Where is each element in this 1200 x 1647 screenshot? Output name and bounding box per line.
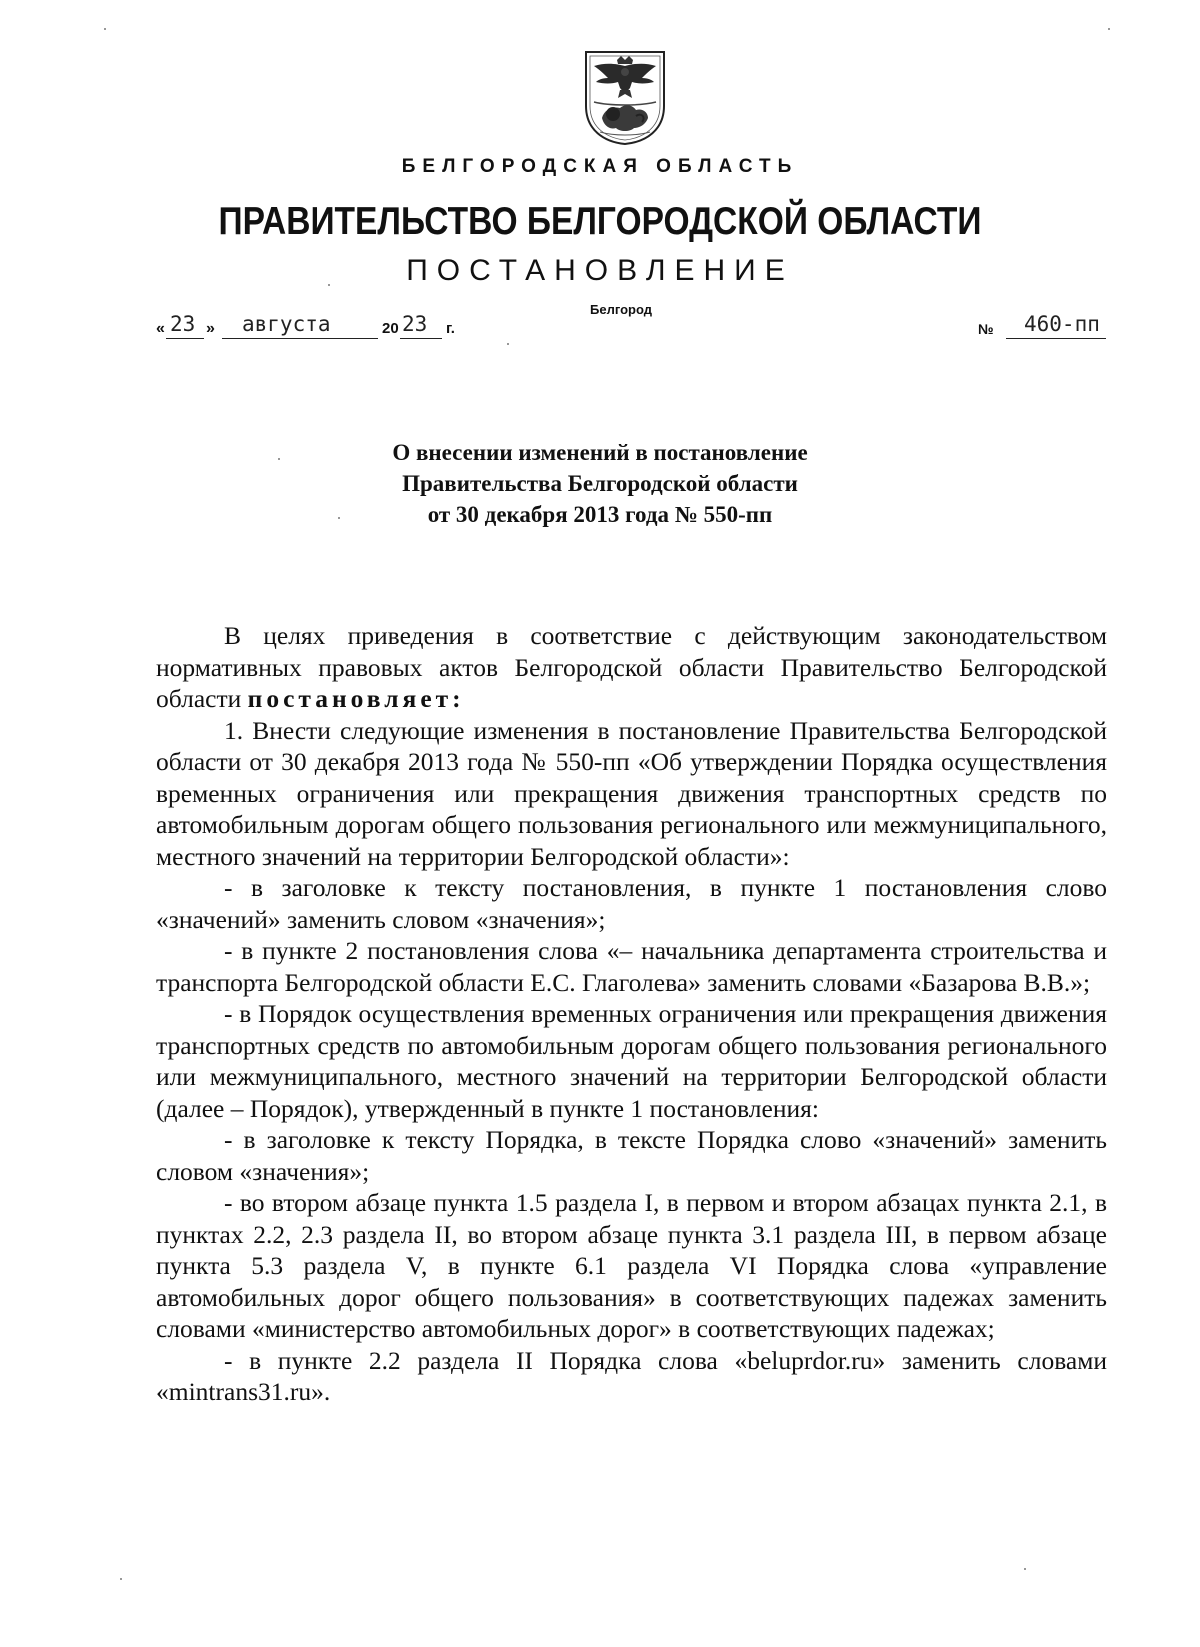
date-day: 23 [170,312,196,336]
date-day-underline [166,338,204,339]
scan-speck [120,1578,122,1580]
document-type-heading: ПОСТАНОВЛЕНИЕ [406,254,794,287]
scan-speck [104,28,106,30]
preamble-paragraph [156,620,1107,715]
body-paragraph: - в пункте 2.2 раздела II Порядка слова «beluprdor.ru» заменить словами «mintrans31.ru». [156,1345,1107,1406]
decree-word: постановляет: [247,684,465,713]
number-value: 460-пп [1024,312,1100,336]
body-paragraph: - в пункте 2 постановления слова «– начальника департамента строительства и транспорта Белгородской области Е.С. Глаголева» заменить словами «Базарова В.В.»; [156,936,1107,997]
date-year-prefix: 20 [382,320,399,337]
scan-speck [1024,1568,1026,1570]
city-label: Белгород [590,302,652,317]
date-year-suffix: 23 [402,312,428,336]
scan-speck [507,343,509,345]
date-month-underline [222,338,378,339]
date-open-quote: « [156,320,165,337]
title-line: О внесении изменений в постановление [392,440,808,465]
document-number [978,312,1108,342]
belgorod-coat-of-arms-icon [580,48,670,146]
title-line: Правительства Белгородской области [402,471,798,496]
date-year-mark: г. [446,320,455,337]
body-paragraph: - в заголовке к тексту Порядка, в тексте Порядка слово «значений» заменить словом «значения»; [156,1125,1107,1186]
government-heading: ПРАВИТЕЛЬСТВО БЕЛГОРОДСКОЙ ОБЛАСТИ [218,200,982,243]
date-close-quote: » [206,320,215,337]
preamble-text: В целях приведения в соответствие с действующим законодательством нормативных правовых актов Белгородской области Правительство Белгородской области [156,621,1107,713]
scan-speck [1108,28,1110,30]
scan-speck [278,458,280,460]
region-heading: БЕЛГОРОДСКАЯ ОБЛАСТЬ [401,156,799,177]
number-sign: № [978,321,994,337]
document-date [156,312,466,342]
body-paragraph: - в заголовке к тексту постановления, в пункте 1 постановления слово «значений» заменить словом «значения»; [156,873,1107,934]
date-month: августа [242,312,331,336]
document-title [300,437,900,530]
document-body [156,620,1107,1408]
date-year-underline [400,338,442,339]
scan-speck [338,517,340,519]
scan-speck [328,284,330,286]
title-line: от 30 декабря 2013 года № 550-пп [427,502,773,527]
body-paragraph: 1. Внести следующие изменения в постановление Правительства Белгородской области от 30 декабря 2013 года № 550-пп «Об утверждении Порядка осуществления временных ограничения или прекращения движения транспортных средств по автомобильным дорогам общего пользования регионального или межмуниципального, местного значений на территории Белгородской области»: [156,715,1107,871]
body-paragraph: - в Порядок осуществления временных ограничения или прекращения движения транспортных средств по автомобильным дорогам общего пользования регионального или межмуниципального, местного значений на территории Белгородской области (далее – Порядок), утвержденный в пункте 1 постановления: [156,999,1107,1123]
number-underline [1006,338,1106,339]
body-paragraph: - во втором абзаце пункта 1.5 раздела I, в первом и втором абзацах пункта 2.1, в пунктах 2.2, 2.3 раздела II, во втором абзаце пункта 3.1 раздела III, в первом абзаце пункта 5.3 раздела V, в пункте 6.1 раздела VI Порядка слова «управление автомобильных дорог общего пользования» в соответствующих падежах заменить словами «министерство автомобильных дорог» в соответствующих падежах; [156,1188,1107,1343]
